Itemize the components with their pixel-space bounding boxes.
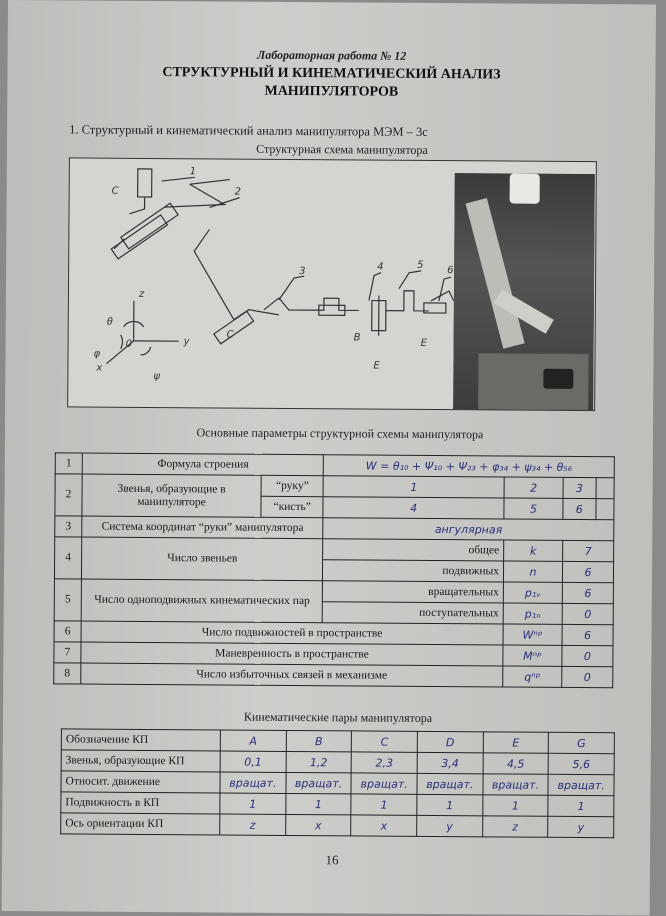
pairs-cell: 0,1 — [220, 751, 286, 772]
pairs-row-label: Звенья, образующие КП — [61, 750, 220, 772]
pairs-cell: E — [483, 732, 549, 753]
label-link-2: 2 — [234, 186, 242, 198]
row-number: 2 — [55, 474, 82, 516]
param-label: Число одноподвижных кинематических пар — [81, 579, 323, 623]
pairs-row-label: Относит. движение — [61, 771, 220, 793]
row-number: 4 — [54, 537, 81, 579]
value: 6 — [562, 624, 613, 645]
manipulator-photo — [453, 173, 595, 410]
pairs-cell: z — [482, 816, 548, 837]
phi-label: φ — [93, 348, 101, 360]
axis-z-label: z — [138, 288, 145, 300]
pairs-cell: G — [549, 732, 615, 753]
arm-link: 2 — [504, 477, 563, 498]
pairs-cell: 1 — [351, 794, 417, 815]
title-line-1: СТРУКТУРНЫЙ И КИНЕМАТИЧЕСКИЙ АНАЛИЗ — [162, 65, 501, 83]
pairs-cell: y — [548, 816, 614, 837]
document-page — [2, 0, 656, 916]
arm-link: 1 — [324, 476, 505, 498]
pairs-cell: вращат. — [417, 773, 483, 794]
arm-label: “руку” — [261, 475, 324, 496]
param-label: Звенья, образующие в манипуляторе — [82, 474, 261, 517]
pairs-cell: вращат. — [351, 773, 417, 794]
value: 6 — [562, 561, 613, 582]
value: 6 — [562, 582, 613, 603]
pairs-cell: D — [417, 731, 483, 752]
symbol: p₁ₙ — [503, 603, 562, 624]
sub-label: поступательных — [323, 602, 504, 624]
pairs-cell: 1,2 — [286, 751, 352, 772]
label-pair-e2: E — [373, 360, 380, 372]
param-label: Маневренность в пространстве — [81, 642, 503, 666]
axis-y-label: y — [183, 336, 190, 348]
arm-link: 3 — [563, 477, 596, 498]
value: 0 — [562, 666, 613, 687]
pairs-table — [60, 728, 615, 838]
sub-label: общее — [323, 539, 504, 561]
lab-number: Лабораторная работа № 12 — [256, 47, 407, 63]
pairs-row-label: Обозначение КП — [61, 729, 220, 751]
label-c: C — [111, 185, 119, 197]
pairs-row — [61, 813, 614, 838]
label-pair-c: C — [226, 329, 234, 341]
param-label: Система координат “руки” манипулятора — [82, 516, 324, 539]
label-pair-b: B — [353, 332, 361, 344]
row-number: 6 — [54, 621, 81, 642]
pairs-cell: z — [220, 814, 286, 835]
pairs-cell: 3,4 — [417, 752, 483, 773]
pairs-cell: 4,5 — [483, 753, 549, 774]
wrist-label: “кисть” — [261, 496, 324, 517]
theta-label: θ — [106, 316, 113, 328]
label-link-3: 3 — [299, 266, 306, 278]
param-label: Число подвижностей в пространстве — [81, 621, 503, 645]
pairs-row-label: Подвижность в КП — [61, 792, 220, 814]
value: 0 — [562, 645, 613, 666]
label-link-4: 4 — [377, 261, 384, 273]
param-label: Число избыточных связей в механизме — [81, 663, 503, 687]
symbol: p₁ᵥ — [503, 582, 562, 603]
param-label: Число звеньев — [81, 537, 323, 581]
pairs-cell: 1 — [285, 793, 351, 814]
pairs-caption: Кинематические пары манипулятора — [243, 709, 433, 725]
psi-label: ψ — [153, 371, 161, 383]
pairs-cell: вращат. — [220, 772, 286, 793]
value: 0 — [562, 603, 613, 624]
label-pair-e: E — [420, 337, 427, 349]
wrist-link: 5 — [504, 498, 563, 519]
pairs-cell: 1 — [548, 795, 614, 816]
symbol: qⁿᵖ — [503, 666, 562, 687]
wrist-link: 4 — [323, 497, 504, 519]
pairs-cell: вращат. — [548, 774, 614, 795]
pairs-cell: 1 — [482, 795, 548, 816]
page-number: 16 — [325, 852, 339, 868]
formula-value: W = θ₁₀ + Ψ₁₀ + Ψ₂₃ + φ₃₄ + ψ₃₄ + θ₅₆ — [324, 455, 615, 478]
pairs-cell: 1 — [417, 794, 483, 815]
pairs-cell: A — [220, 730, 286, 751]
pairs-cell: вращат. — [286, 772, 352, 793]
section-heading: 1. Структурный и кинематический анализ манипулятора МЭМ – 3с — [69, 122, 428, 139]
scheme-subtitle: Структурная схема манипулятора — [256, 141, 428, 157]
joint-a — [138, 169, 152, 197]
value: 7 — [563, 540, 614, 561]
title-line-2: МАНИПУЛЯТОРОВ — [264, 83, 399, 100]
symbol: Wⁿᵖ — [503, 624, 562, 645]
coord-system-value: ангулярная — [323, 518, 614, 541]
pairs-cell: x — [351, 815, 417, 836]
pairs-cell: 2,3 — [351, 752, 417, 773]
row-number: 7 — [54, 642, 81, 663]
sub-label: вращательных — [323, 581, 504, 603]
axis-x-label: x — [96, 362, 103, 374]
label-link-1: 1 — [189, 166, 197, 178]
param-label: Формула строения — [82, 453, 324, 476]
label-link-6: 6 — [447, 265, 454, 277]
row-number: 1 — [55, 453, 82, 474]
scheme-drawing — [68, 158, 455, 407]
symbol: n — [503, 561, 562, 582]
params-table — [53, 452, 615, 688]
pairs-cell: B — [286, 730, 352, 751]
row-number: 5 — [54, 579, 81, 621]
pairs-cell: 5,6 — [548, 753, 614, 774]
wrist-link: 6 — [563, 498, 596, 519]
symbol: Mⁿᵖ — [503, 645, 562, 666]
page-title — [7, 63, 655, 104]
label-link-5: 5 — [417, 259, 424, 271]
pairs-cell: 1 — [220, 793, 286, 814]
pairs-row-label: Ось ориентации КП — [61, 813, 220, 835]
pairs-cell: x — [285, 814, 351, 835]
row-number: 8 — [54, 663, 81, 684]
row-number: 3 — [55, 516, 82, 537]
sub-label: подвижных — [323, 560, 504, 582]
pairs-cell: вращат. — [483, 774, 549, 795]
symbol: k — [504, 540, 563, 561]
origin-label: 0 — [125, 338, 133, 350]
pairs-cell: y — [417, 815, 483, 836]
params-caption: Основные параметры структурной схемы манипулятора — [196, 425, 484, 442]
pairs-cell: C — [352, 731, 418, 752]
